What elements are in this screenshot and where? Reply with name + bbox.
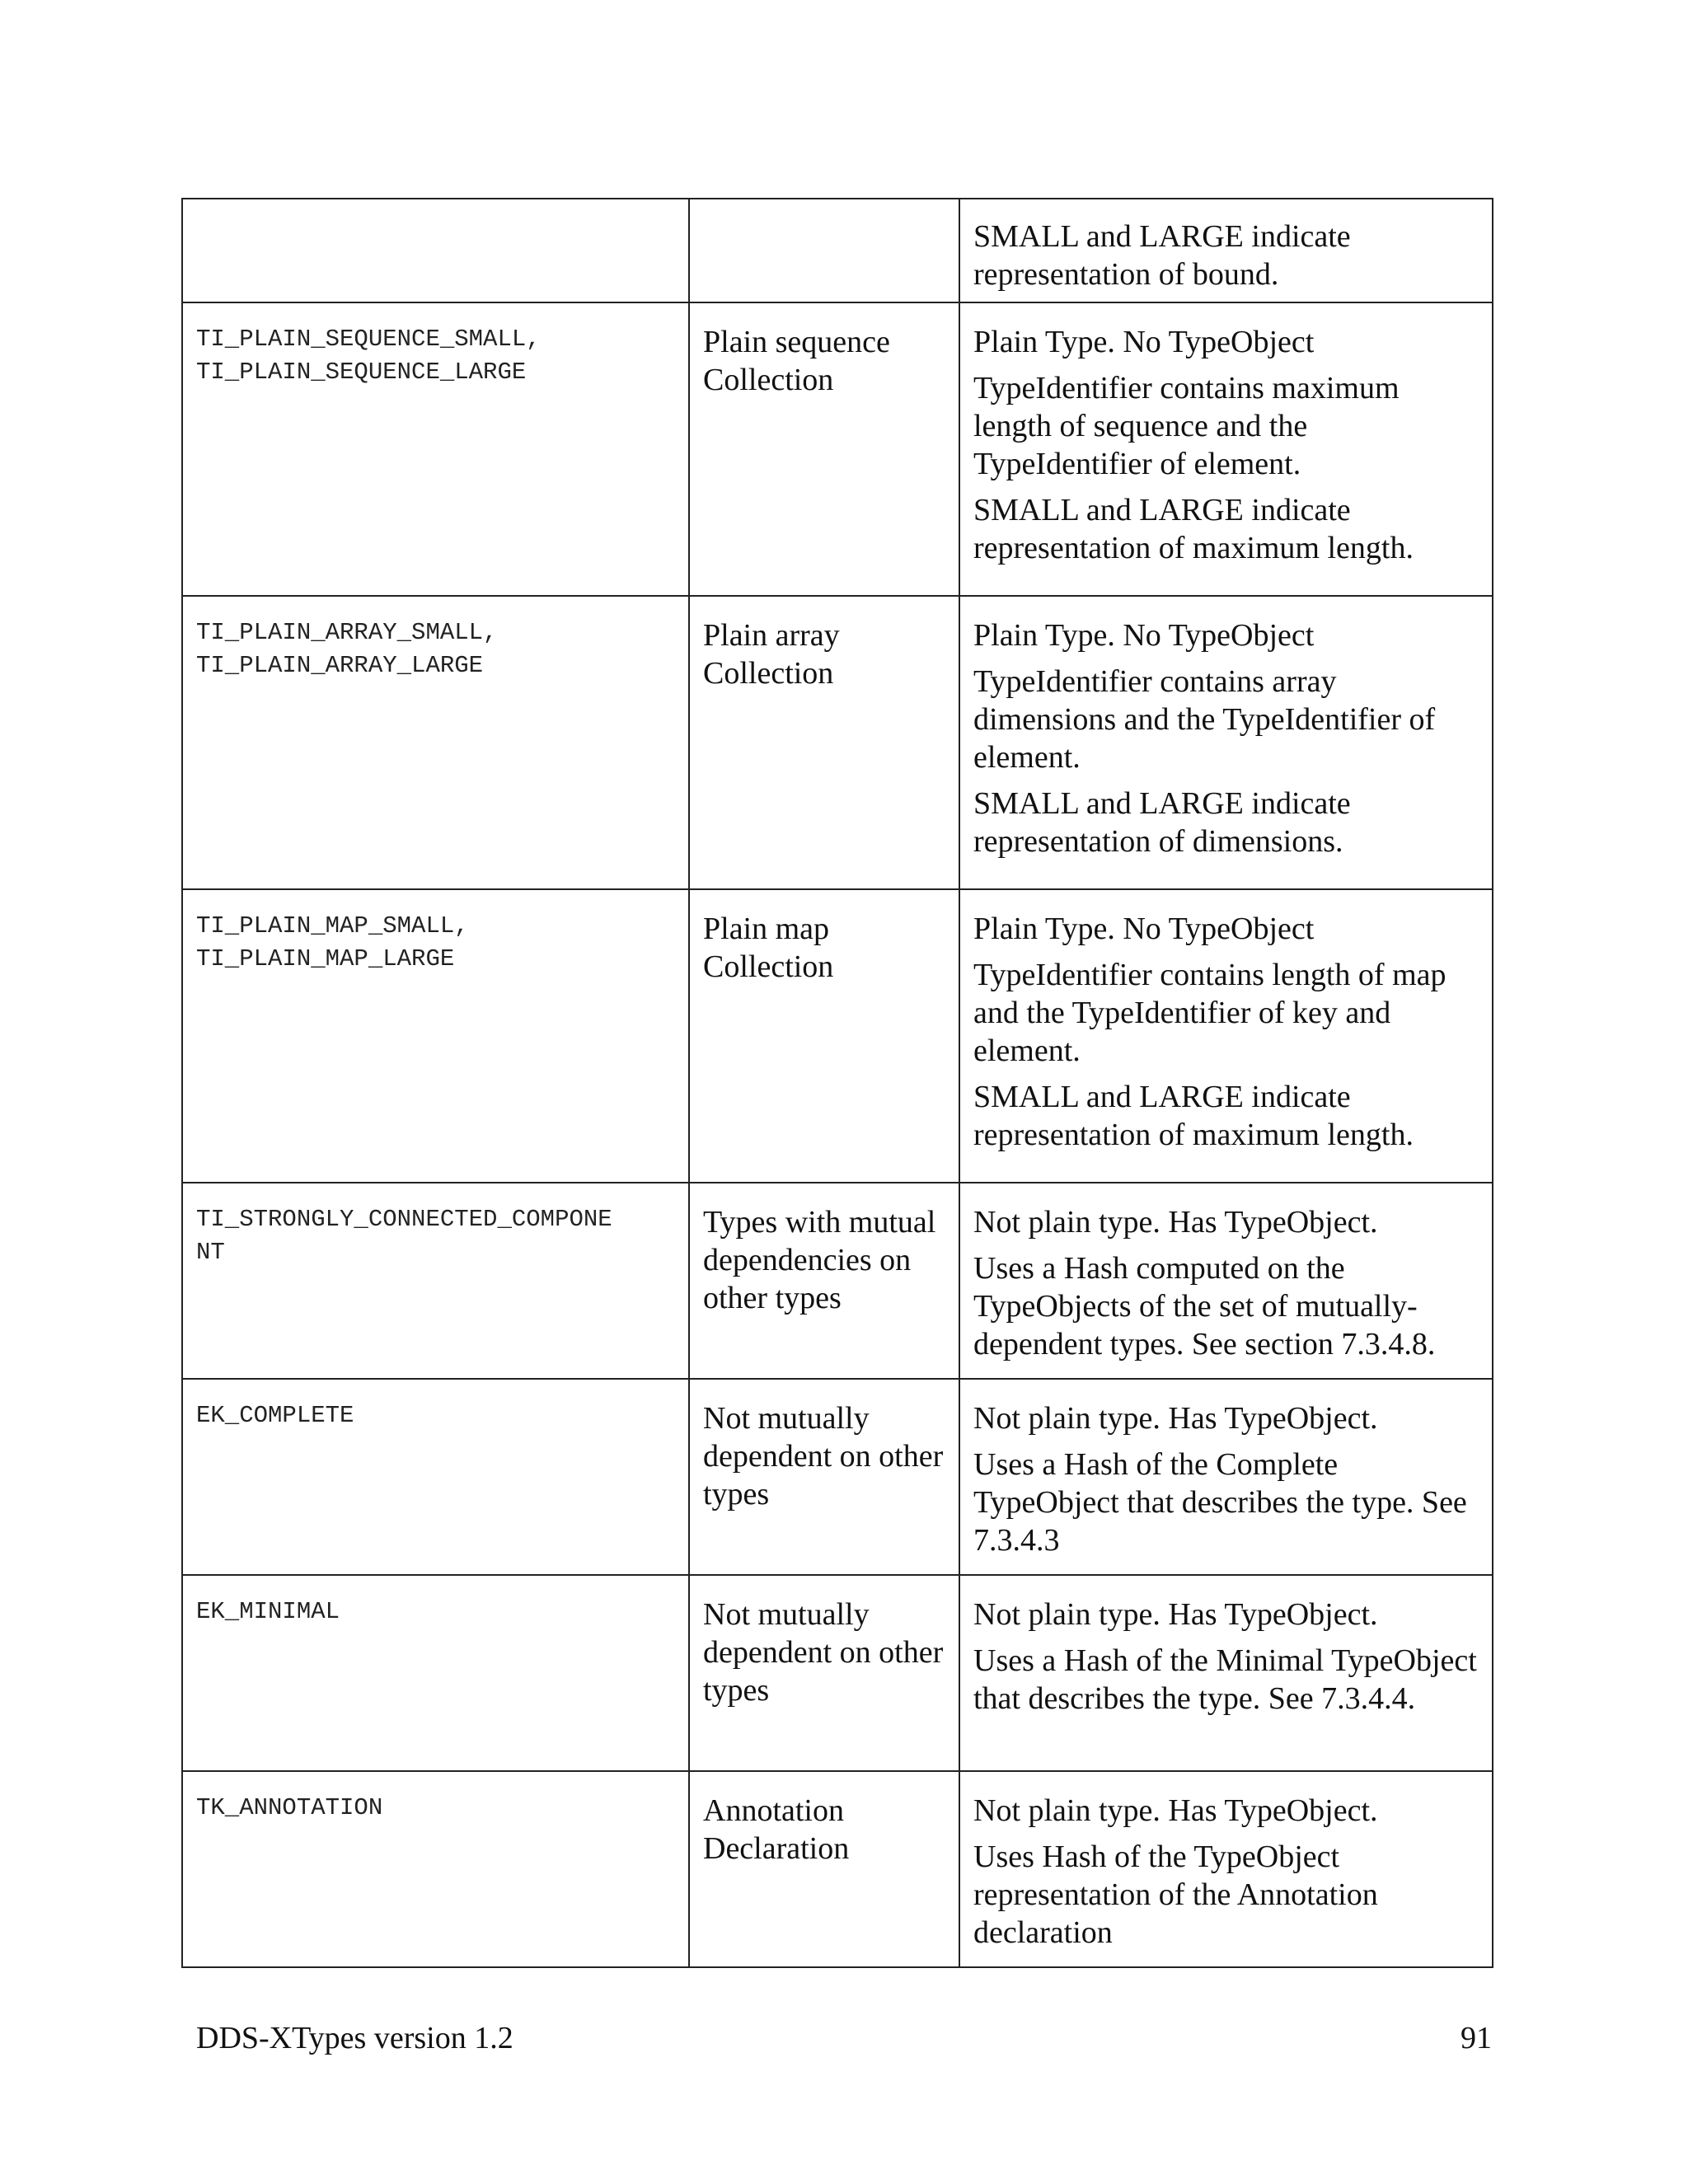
category-cell: Not mutually dependent on other types — [689, 1379, 959, 1575]
table-row — [182, 199, 1493, 302]
description-cell — [959, 1771, 1493, 1967]
kind-identifier: EK_MINIMAL — [196, 1598, 340, 1625]
table-row — [182, 1575, 1493, 1771]
category-cell — [689, 199, 959, 302]
table-row — [182, 302, 1493, 596]
kind-cell — [182, 889, 689, 1183]
kind-cell — [182, 302, 689, 596]
kind-cell — [182, 1183, 689, 1379]
kind-identifier: TI_PLAIN_ARRAY_LARGE — [196, 652, 484, 679]
footer-page-number: 91 — [1461, 2021, 1492, 2055]
category-cell: Plain sequence Collection — [689, 302, 959, 596]
description-text: TypeIdentifier contains maximum length of sequence and the TypeIdentifier of element. — [973, 371, 1400, 481]
description-cell — [959, 1575, 1493, 1771]
table-row — [182, 1183, 1493, 1379]
type-identifier-table — [181, 198, 1493, 1968]
kind-identifier: TI_PLAIN_SEQUENCE_LARGE — [196, 359, 527, 386]
table-row — [182, 1771, 1493, 1967]
description-text: Not plain type. Has TypeObject. — [973, 1597, 1378, 1632]
kind-identifier: NT — [196, 1239, 225, 1266]
description-text: SMALL and LARGE indicate representation of maximum length. — [973, 493, 1414, 565]
description-cell — [959, 596, 1493, 889]
description-text: Uses Hash of the TypeObject representation of the Annotation declaration — [973, 1840, 1378, 1950]
category-cell: Plain array Collection — [689, 596, 959, 889]
description-text: TypeIdentifier contains length of map and the TypeIdentifier of key and element. — [973, 958, 1447, 1068]
kind-identifier: TI_PLAIN_SEQUENCE_SMALL, — [196, 326, 541, 353]
kind-cell — [182, 1575, 689, 1771]
description-text: Not plain type. Has TypeObject. — [973, 1401, 1378, 1436]
kind-identifier: TI_PLAIN_MAP_LARGE — [196, 945, 455, 972]
description-cell — [959, 302, 1493, 596]
description-text: SMALL and LARGE indicate representation of maximum length. — [973, 1080, 1414, 1152]
table-row — [182, 596, 1493, 889]
description-text: SMALL and LARGE indicate representation of dimensions. — [973, 786, 1351, 859]
description-text: Not plain type. Has TypeObject. — [973, 1205, 1378, 1240]
category-cell: Types with mutual dependencies on other types — [689, 1183, 959, 1379]
description-cell — [959, 1379, 1493, 1575]
description-text: Plain Type. No TypeObject — [973, 618, 1315, 653]
kind-cell — [182, 1379, 689, 1575]
description-text: Uses a Hash of the Minimal TypeObject that describes the type. See 7.3.4.4. — [973, 1643, 1477, 1716]
description-cell — [959, 199, 1493, 302]
kind-identifier: EK_COMPLETE — [196, 1402, 354, 1429]
category-cell: Annotation Declaration — [689, 1771, 959, 1967]
description-cell — [959, 1183, 1493, 1379]
description-text: Not plain type. Has TypeObject. — [973, 1793, 1378, 1828]
category-cell: Not mutually dependent on other types — [689, 1575, 959, 1771]
description-text: Plain Type. No TypeObject — [973, 912, 1315, 946]
kind-cell — [182, 199, 689, 302]
description-text: Uses a Hash of the Complete TypeObject that describes the type. See 7.3.4.3 — [973, 1447, 1467, 1558]
category-cell: Plain map Collection — [689, 889, 959, 1183]
description-text: Plain Type. No TypeObject — [973, 325, 1315, 359]
table-row — [182, 1379, 1493, 1575]
kind-cell — [182, 596, 689, 889]
kind-identifier: TI_STRONGLY_CONNECTED_COMPONE — [196, 1206, 612, 1233]
description-cell — [959, 889, 1493, 1183]
kind-identifier: TK_ANNOTATION — [196, 1794, 383, 1821]
footer-document-title: DDS-XTypes version 1.2 — [196, 2021, 513, 2055]
table-row — [182, 889, 1493, 1183]
description-text: SMALL and LARGE indicate representation of bound. — [973, 219, 1351, 292]
description-text: TypeIdentifier contains array dimensions and the TypeIdentifier of element. — [973, 664, 1436, 775]
kind-identifier: TI_PLAIN_ARRAY_SMALL, — [196, 619, 498, 646]
description-text: Uses a Hash computed on the TypeObjects of the set of mutually-dependent types. See section 7.3.4.8. — [973, 1251, 1436, 1361]
kind-identifier: TI_PLAIN_MAP_SMALL, — [196, 912, 469, 940]
kind-cell — [182, 1771, 689, 1967]
